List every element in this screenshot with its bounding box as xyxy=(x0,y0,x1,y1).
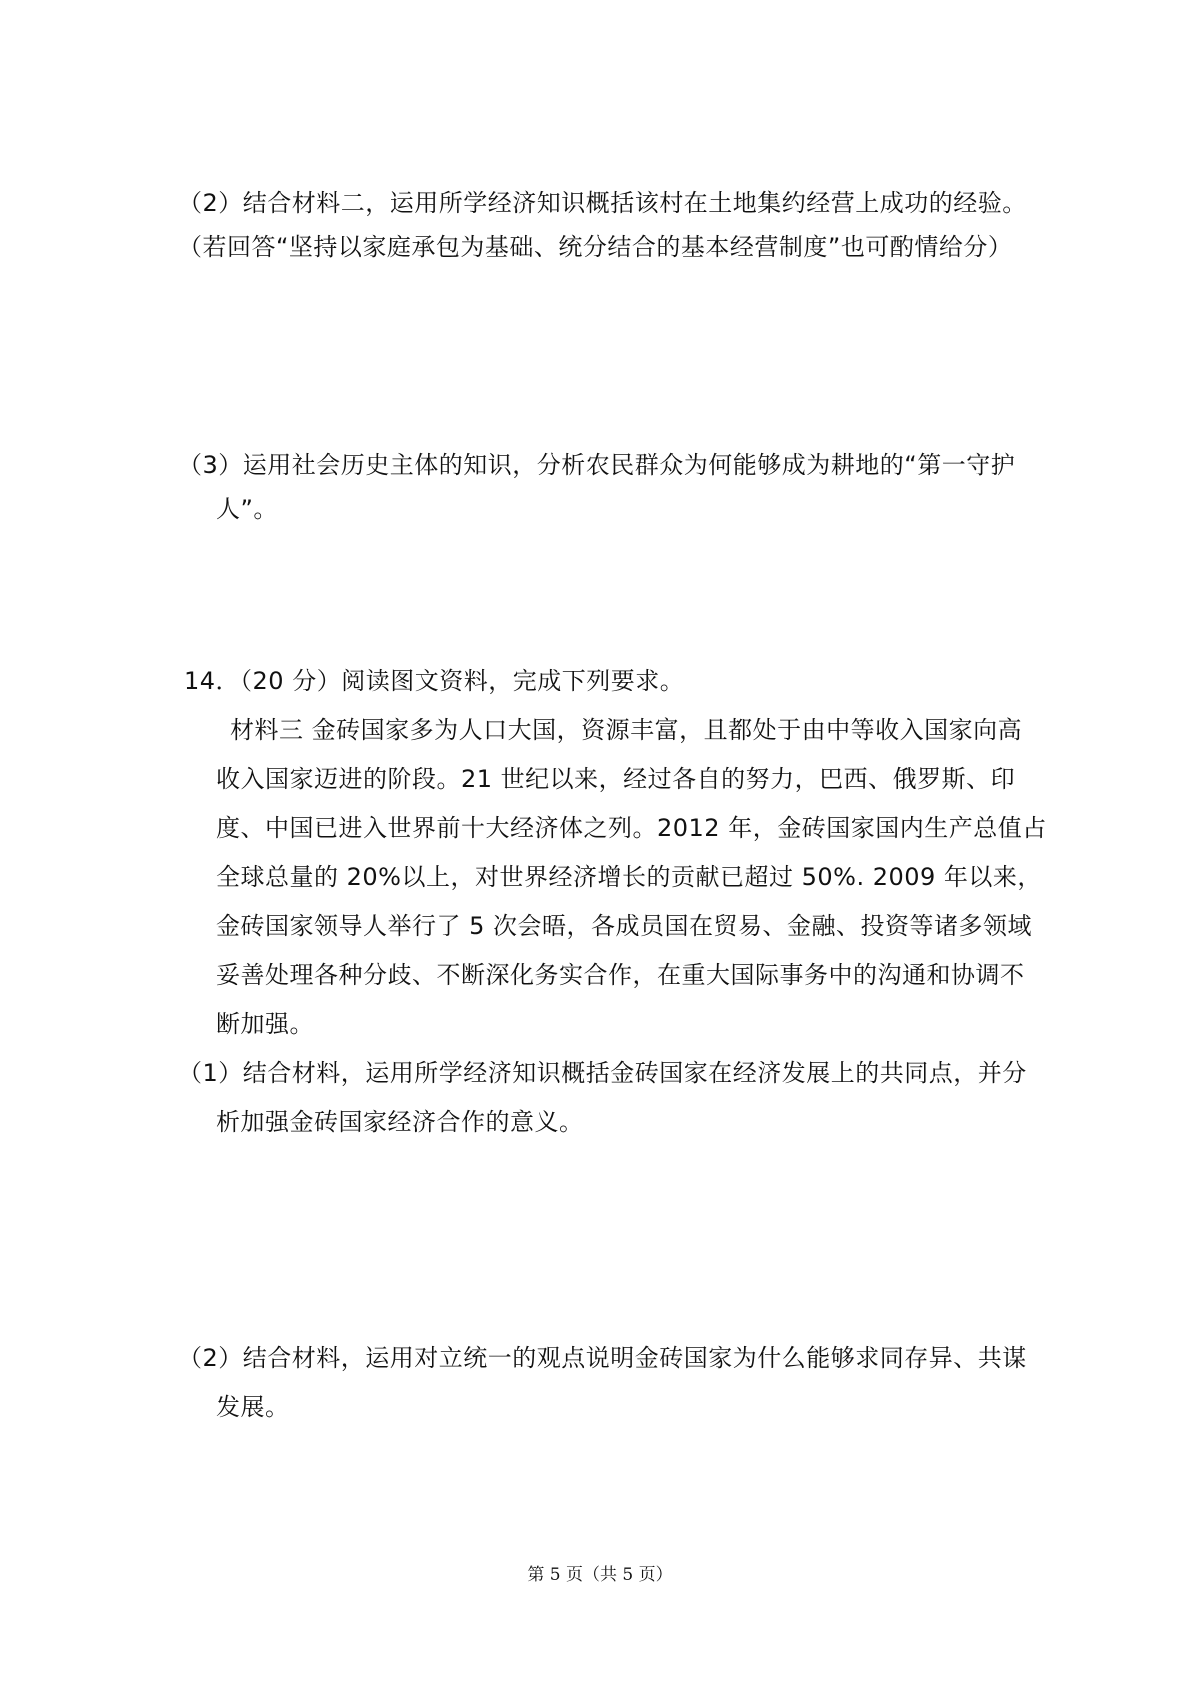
q14-material-line-7: 断加强。 xyxy=(216,1010,314,1038)
q14-material-line-2: 收入国家迈进的阶段。21 世纪以来，经过各自的努力，巴西、俄罗斯、印 xyxy=(216,765,1016,793)
q14-material-line-6: 妥善处理各种分歧、不断深化务实合作，在重大国际事务中的沟通和协调不 xyxy=(216,961,1025,989)
q14-heading: 14．（20 分）阅读图文资料，完成下列要求。 xyxy=(184,667,685,695)
q13-part2-scoring-note: （若回答“坚持以家庭承包为基础、统分结合的基本经营制度”也可酌情给分） xyxy=(178,233,1013,261)
q14-material-line-5: 金砖国家领导人举行了 5 次会晤，各成员国在贸易、金融、投资等诸多领域 xyxy=(216,912,1033,940)
q14-material-line-3: 度、中国已进入世界前十大经济体之列。2012 年，金砖国家国内生产总值占 xyxy=(216,814,1047,842)
page-number-footer: 第 5 页（共 5 页） xyxy=(527,1565,673,1585)
q13-part3-question-line1: （3）运用社会历史主体的知识，分析农民群众为何能够成为耕地的“第一守护 xyxy=(178,451,1016,479)
q13-part2-question: （2）结合材料二，运用所学经济知识概括该村在土地集约经营上成功的经验。 xyxy=(178,189,1027,217)
q13-part3-question-line2: 人”。 xyxy=(216,495,278,523)
q14-part1-question-line1: （1）结合材料，运用所学经济知识概括金砖国家在经济发展上的共同点，并分 xyxy=(178,1059,1027,1087)
q14-part2-question-line1: （2）结合材料，运用对立统一的观点说明金砖国家为什么能够求同存异、共谋 xyxy=(178,1344,1027,1372)
q14-part1-question-line2: 析加强金砖国家经济合作的意义。 xyxy=(216,1108,584,1136)
q14-part2-question-line2: 发展。 xyxy=(216,1393,290,1421)
q14-material-line-1: 材料三 金砖国家多为人口大国，资源丰富，且都处于由中等收入国家向高 xyxy=(230,716,1023,744)
q14-material-line-4: 全球总量的 20%以上，对世界经济增长的贡献已超过 50%. 2009 年以来， xyxy=(216,863,1042,891)
